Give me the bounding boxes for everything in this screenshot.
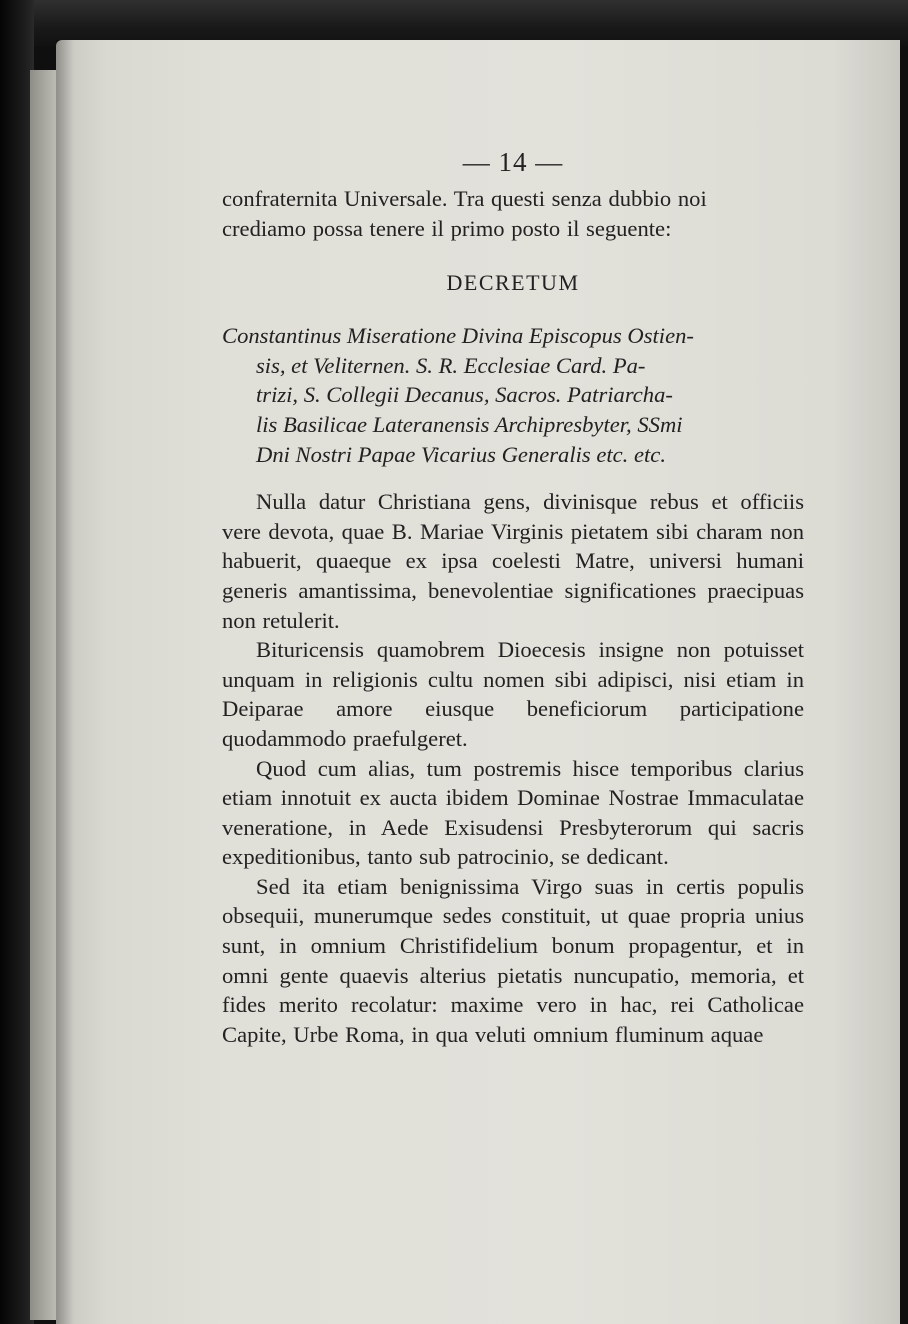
body-paragraph-1: Nulla datur Christiana gens, divinisque rebus et officiis vere devota, quae B. Mariae Virginis pietatem sibi charam non habuerit, quaeque ex ipsa coelesti Matre, universi humani generis amantissima, benevolentiae significationes praecipuas non retulerit.: [222, 489, 804, 633]
opening-line-1: confraternita Universale. Tra questi senza dubbio noi: [222, 186, 707, 211]
issuer-line-4: lis Basilicae Lateranensis Archipresbyter, SSmi: [256, 411, 683, 437]
page-gutter-shadow: [56, 40, 74, 1324]
opening-line-2: crediamo possa tenere il primo posto il seguente:: [222, 215, 672, 241]
opening-paragraph: [222, 184, 804, 243]
body-paragraph-2: Bituricensis quamobrem Dioecesis insigne non potuisset unquam in religionis cultu nomen sibi adipisci, nisi etiam in Deiparae amore eiusque beneficiorum participatione quodammodo praefulgeret.: [222, 637, 804, 751]
issuer-line-5: Dni Nostri Papae Vicarius Generalis etc. etc.: [256, 441, 666, 467]
page-number: — 14 —: [462, 147, 564, 177]
issuer-line-1: Constantinus Miseratione Divina Episcopus Ostien-: [222, 323, 694, 349]
decree-issuer: [222, 321, 804, 469]
decree-heading: DECRETUM: [446, 270, 580, 296]
body-paragraph-4: Sed ita etiam benignissima Virgo suas in certis populis obsequii, munerumque sedes constituit, ut quae propria unius sunt, in omnium Christifidelium bonum propagentur, et in omni gente quaevis alterius pietatis nuncupatio, memoria, et fides merito recolatur: maxime vero in hac, rei Catholicae Capite, Urbe Roma, in qua veluti omnium fluminum aquae: [222, 873, 804, 1047]
body-paragraph-3: Quod cum alias, tum postremis hisce temporibus clarius etiam innotuit ex aucta ibidem Dominae Nostrae Immaculatae veneratione, in Aede Exisudensi Presbyterorum qui sacris expeditionibus, tanto sub patrocinio, se dedicant.: [222, 755, 804, 870]
page-text-block: [222, 148, 804, 1049]
issuer-line-3: trizi, S. Collegii Decanus, Sacros. Patriarcha-: [256, 382, 673, 408]
book-spine-shadow: [0, 0, 34, 1324]
issuer-line-2: sis, et Veliternen. S. R. Ecclesiae Card. Pa-: [256, 352, 646, 378]
